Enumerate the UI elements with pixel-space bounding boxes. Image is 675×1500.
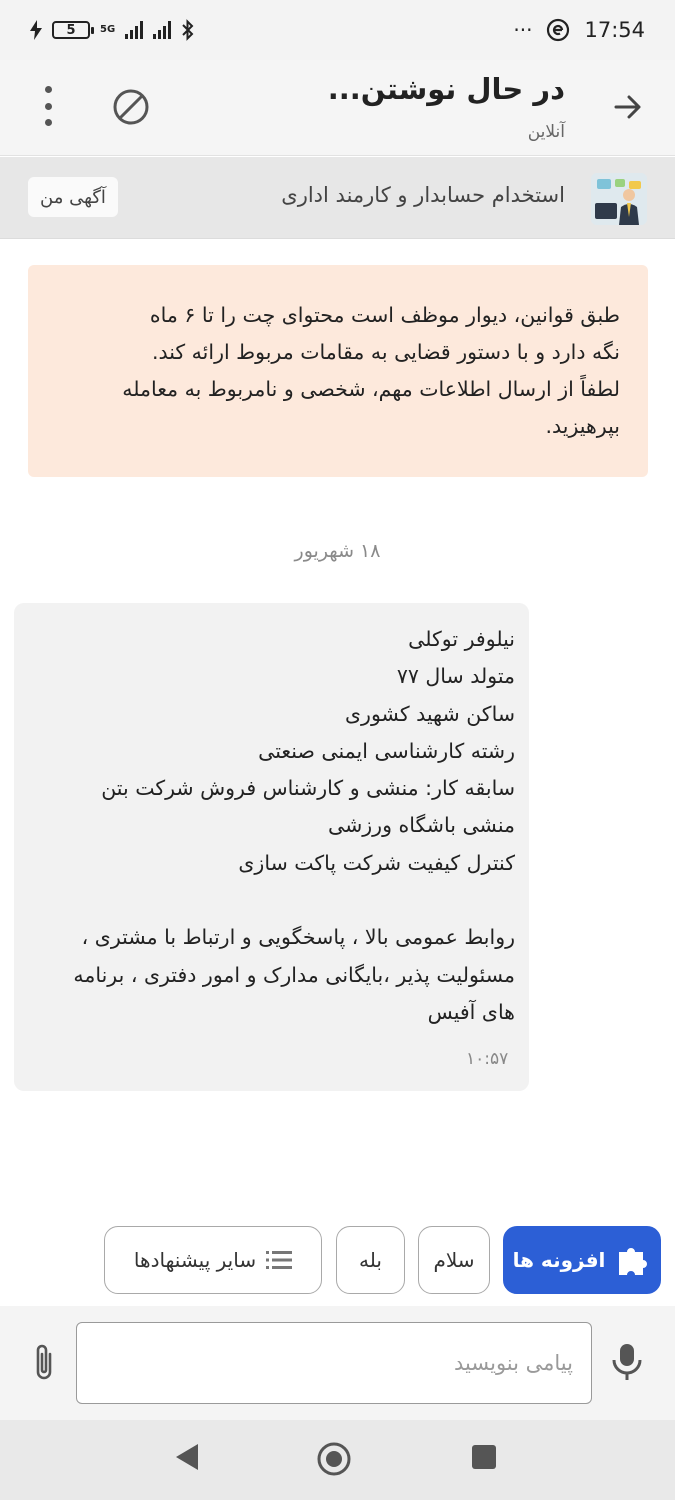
message-input[interactable] xyxy=(76,1322,592,1404)
network-type: 5G xyxy=(100,24,116,35)
hello-suggestion-button[interactable] xyxy=(418,1226,490,1294)
chat-status: آنلاین xyxy=(527,122,565,142)
message-line: ساکن شهید کشوری xyxy=(345,701,515,726)
message-line: منشی باشگاه ورزشی xyxy=(328,813,515,838)
more-suggestions-button[interactable] xyxy=(104,1226,322,1294)
microphone-icon[interactable] xyxy=(610,1342,644,1382)
status-bar xyxy=(0,0,675,60)
message-line: سابقه کار: منشی و کارشناس فروش شرکت بتن xyxy=(101,776,515,801)
notice-line: لطفاً از ارسال اطلاعات مهم، شخصی و نامربوط به معامله xyxy=(122,377,620,401)
puzzle-icon xyxy=(615,1242,651,1278)
ad-bar[interactable] xyxy=(0,157,675,239)
clock: 17:54 xyxy=(584,18,645,42)
my-ad-button[interactable]: آگهی من xyxy=(28,177,118,217)
app-notification-icon xyxy=(546,18,570,42)
notice-line: نگه دارد و با دستور قضایی به مقامات مربوط ارائه کند. xyxy=(151,340,620,364)
chat-header xyxy=(0,60,675,156)
message-line xyxy=(28,882,515,919)
block-icon[interactable] xyxy=(112,88,150,126)
message-line: های آفیس xyxy=(427,999,515,1024)
privacy-notice xyxy=(28,265,648,477)
ad-title[interactable]: استخدام حسابدار و کارمند اداری xyxy=(281,183,565,207)
system-nav-bar xyxy=(0,1420,675,1500)
notice-line: طبق قوانین، دیوار موظف است محتوای چت را تا ۶ ماه xyxy=(149,303,620,327)
nav-home-icon[interactable] xyxy=(316,1441,352,1477)
status-right xyxy=(513,18,645,42)
message-line: نیلوفر توکلی xyxy=(408,627,515,651)
message-line: کنترل کیفیت شرکت پاکت سازی xyxy=(238,850,515,875)
date-separator: ۱۸ شهریور xyxy=(294,540,381,562)
charging-icon xyxy=(30,20,42,40)
hello-label: سلام xyxy=(433,1248,475,1272)
ad-thumbnail[interactable] xyxy=(591,173,647,225)
arrow-right-icon[interactable] xyxy=(613,92,643,122)
message-line: متولد سال ۷۷ xyxy=(396,664,515,689)
list-icon xyxy=(266,1250,292,1270)
signal-icon xyxy=(125,21,143,39)
addons-label: افزونه ها xyxy=(512,1248,606,1272)
addons-button[interactable] xyxy=(503,1226,661,1294)
ad-thumbnail-image xyxy=(591,173,647,225)
more-vertical-icon[interactable] xyxy=(38,86,58,126)
nav-back-icon[interactable] xyxy=(174,1442,200,1472)
message-time: ۱۰:۵۷ xyxy=(466,1049,509,1069)
yes-label: بله xyxy=(359,1248,382,1272)
message-line: رشته کارشناسی ایمنی صنعتی xyxy=(258,738,515,763)
yes-suggestion-button[interactable] xyxy=(336,1226,405,1294)
more-notifications-icon: ··· xyxy=(513,18,533,42)
chat-title: در حال نوشتن... xyxy=(327,72,565,106)
paperclip-icon[interactable] xyxy=(30,1342,58,1382)
message-line: مسئولیت پذیر ،بایگانی مدارک و امور دفتری ، برنامه xyxy=(73,962,515,987)
signal-icon-2 xyxy=(153,21,171,39)
more-suggestions-label: سایر پیشنهادها xyxy=(133,1248,257,1272)
suggestion-chips xyxy=(0,1226,675,1296)
notice-line: بپرهیزید. xyxy=(545,414,620,438)
message-bubble[interactable] xyxy=(14,603,529,1091)
message-line: روابط عمومی بالا ، پاسخگویی و ارتباط با مشتری ، xyxy=(81,925,515,950)
nav-recents-icon[interactable] xyxy=(472,1445,496,1469)
battery-indicator: 5 xyxy=(52,21,90,39)
status-left xyxy=(30,19,195,41)
bluetooth-icon xyxy=(181,19,195,41)
